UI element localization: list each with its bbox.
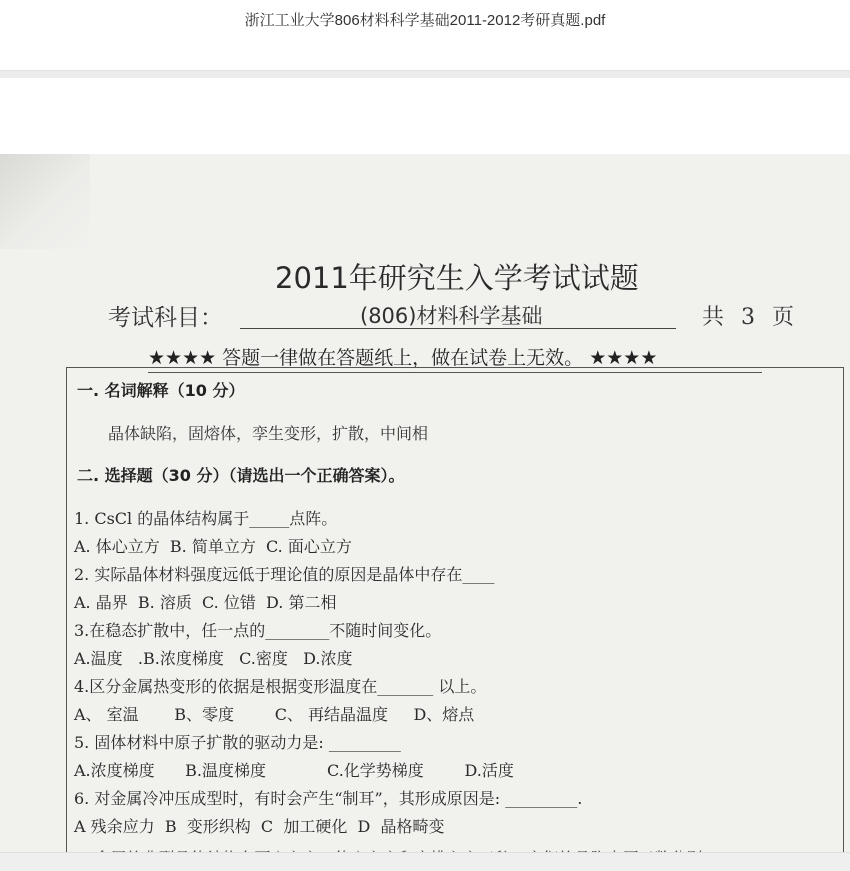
question-line: A. 晶界 B. 溶质 C. 位错 D. 第二相 [74, 593, 337, 612]
question-line: A.浓度梯度 B.温度梯度 C.化学势梯度 D.活度 [74, 761, 514, 780]
question-line: 2. 实际晶体材料强度远低于理论值的原因是晶体中存在____ [74, 565, 495, 584]
viewer-bottom-bar [0, 852, 850, 871]
scan-corner-shadow [0, 154, 90, 249]
question-line: A.温度 .B.浓度梯度 C.密度 D.浓度 [74, 649, 353, 668]
exam-heading: 2011年研究生入学考试试题 [275, 261, 639, 295]
section-2-title: 二. 选择题（30 分）（请选出一个正确答案）。 [77, 466, 405, 485]
question-line: A、 室温 B、零度 C、 再结晶温度 D、熔点 [74, 705, 475, 724]
document-viewer[interactable] [0, 78, 850, 853]
question-line: 6. 对金属冷冲压成型时，有时会产生“制耳”，其形成原因是: _________. [74, 789, 583, 808]
document-header [0, 0, 850, 70]
section-1-title: 一. 名词解释（10 分） [77, 381, 245, 400]
question-line: 4.区分金属热变形的依据是根据变形温度在_______ 以上。 [74, 677, 487, 696]
question-line: 5. 固体材料中原子扩散的驱动力是: _________ [74, 733, 401, 752]
question-line: A. 体心立方 B. 简单立方 C. 面心立方 [74, 537, 352, 556]
pages-total: 共 3 页 [702, 305, 794, 330]
question-line: 3.在稳态扩散中，任一点的________不随时间变化。 [74, 621, 442, 640]
subject-name: (806)材料科学基础 [360, 304, 543, 328]
exam-notice: ★★★★ 答题一律做在答题纸上，做在试卷上无效。 ★★★★ [148, 343, 762, 373]
document-title: 浙江工业大学806材料科学基础2011-2012考研真题.pdf [244, 12, 606, 29]
question-line: 1. CsCl 的晶体结构属于_____点阵。 [74, 509, 338, 528]
question-line: A 残余应力 B 变形织构 C 加工硬化 D 晶格畸变 [74, 817, 445, 836]
scanned-page [0, 154, 850, 854]
section-1-body: 晶体缺陷，固熔体，孪生变形，扩散，中间相 [108, 424, 429, 443]
subject-label: 考试科目： [108, 305, 223, 331]
